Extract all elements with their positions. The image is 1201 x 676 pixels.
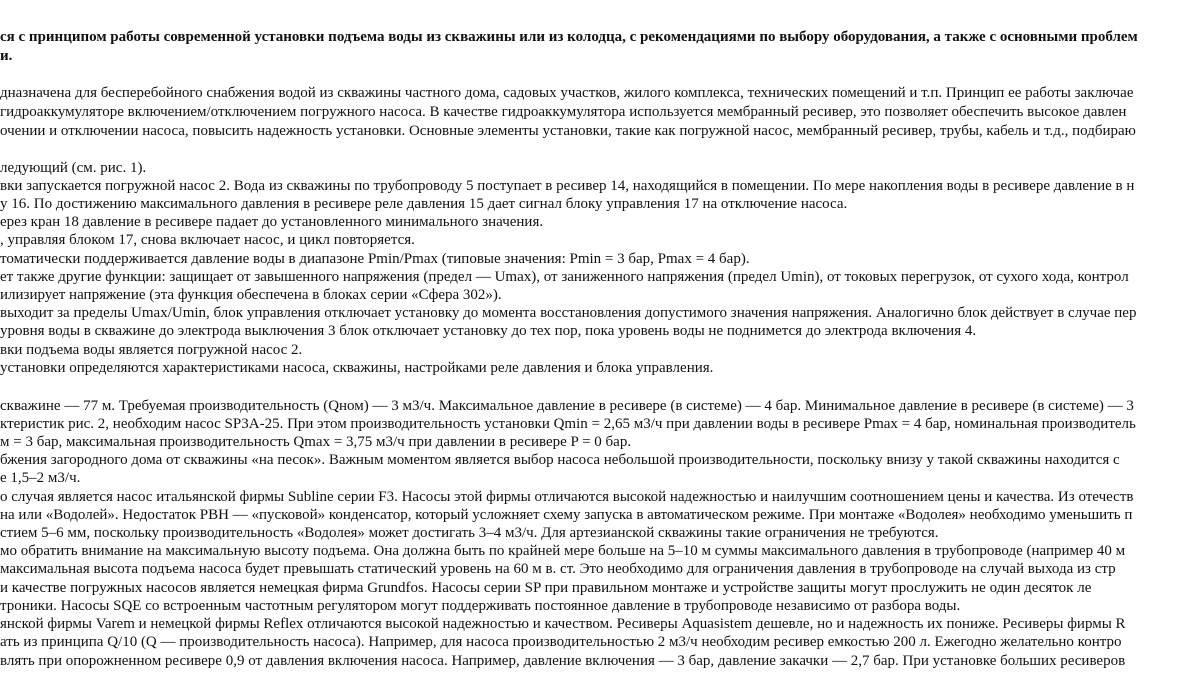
text-line: томатически поддерживается давление воды в диапазоне Pmin/Pmax (типовые значения: Pmin = 3 бар, Pmax = 4 бар). xyxy=(0,251,750,267)
text-line: ктеристик рис. 2, необходим насос SP3A-25. При этом производительность установки Qmin = 2,65 м3/ч при давлении воды в ресивере Pmax = 4 бар, номинальная производитель xyxy=(0,416,1136,432)
text-line: вки подъема воды является погружной насос 2. xyxy=(0,342,303,358)
text-line: скважине — 77 м. Требуемая производительность (Qном) — 3 м3/ч. Максимальное давление в ресивере (в системе) — 4 бар. Минимальное давление в ресивере (в системе) — 3 xyxy=(0,398,1134,414)
text-line: , управляя блоком 17, снова включает насос, и цикл повторяется. xyxy=(0,232,415,248)
text-line: максимальная высота подъема насоса будет превышать статический уровень на 60 м в. ст. Это необходимо для ограничения давления в трубопроводе на случай выхода из стр xyxy=(0,561,1116,577)
heading-line-2: и. xyxy=(0,48,13,64)
text-line: ледующий (см. рис. 1). xyxy=(0,160,147,176)
text-line: и качестве погружных насосов является немецкая фирма Grundfos. Насосы серии SP при правильном монтаже и устройстве защиты могут прослужить не один десяток ле xyxy=(0,580,1092,596)
heading-line-1: ся с принципом работы современной установки подъема воды из скважины или из колодца, с рекомендациями по выбору оборудования, а также с основными проблем xyxy=(0,29,1138,45)
text-line: янской фирмы Varem и немецкой фирмы Reflex отличаются высокой надежностью и качеством. Ресиверы Aquasistem дешевле, но и надежность их пониже. Ресиверы фирмы R xyxy=(0,616,1126,632)
text-line: гидроаккумуляторе включением/отключением погружного насоса. В качестве гидроаккумулятора используется мембранный ресивер, это позволяет обеспечить высокое давлен xyxy=(0,104,1127,120)
text-line: илизирует напряжение (эта функция обеспечена в блоках серии «Сфера 302»). xyxy=(0,287,502,303)
text-line: очении и отключении насоса, повысить надежность установки. Основные элементы установки, такие как погружной насос, мембранный ресивер, трубы, кабель и т.д., подбираю xyxy=(0,123,1136,139)
text-line: е 1,5–2 м3/ч. xyxy=(0,470,81,486)
text-line: ерез кран 18 давление в ресивере падает до установленного минимального значения. xyxy=(0,214,544,230)
text-line: ать из принципа Q/10 (Q — производительность насоса). Например, для насоса производительностью 2 м3/ч необходим ресивер емкостью 200 л. Ежегодно желательно контро xyxy=(0,634,1122,650)
text-line: уровня воды в скважине до электрода выключения 3 блок отключает установку до тех пор, пока уровень воды не поднимется до электрода включения 4. xyxy=(0,323,977,339)
text-line: троники. Насосы SQE со встроенным частотным регулятором могут поддерживать постоянное давление в трубопроводе независимо от разбора воды. xyxy=(0,598,961,614)
text-line: влять при опорожненном ресивере 0,9 от давления включения насоса. Например, давление включения — 3 бар, давление закачки — 2,7 бар. При установке больших ресиверов xyxy=(0,653,1126,669)
text-line: установки определяются характеристиками насоса, скважины, настройками реле давления и блока управления. xyxy=(0,360,714,376)
text-line: на или «Водолей». Недостаток РВН — «пусковой» конденсатор, который усложняет схему запуска в автоматическом режиме. При монтаже «Водолея» необходимо уменьшить п xyxy=(0,507,1133,523)
text-line: бжения загородного дома от скважины «на песок». Важным моментом является выбор насоса небольшой производительности, поскольку внизу у такой скважины находится с xyxy=(0,452,1120,468)
text-line: у 16. По достижению максимального давления в ресивере реле давления 15 дает сигнал блоку управления 17 на отключение насоса. xyxy=(0,196,848,212)
text-line: о случая является насос итальянской фирмы Subline серии F3. Насосы этой фирмы отличаются высокой надежностью и наилучшим соотношением цены и качества. Из отечеств xyxy=(0,489,1134,505)
text-line: стием 5–6 мм, поскольку производительность «Водолея» может достигать 3–4 м3/ч. Для артезианской скважины такие ограничения не требуются. xyxy=(0,525,939,541)
text-line: вки запускается погружной насос 2. Вода из скважины по трубопроводу 5 поступает в ресивер 14, находящийся в помещении. По мере накопления воды в ресивере давление в н xyxy=(0,178,1135,194)
text-line: выходит за пределы Umax/Umin, блок управления отключает установку до момента восстановления допустимого значения напряжения. Аналогично блок действует в случае пер xyxy=(0,305,1137,321)
text-line: дназначена для бесперебойного снабжения водой из скважины частного дома, садовых участков, жилого комплекса, технических помещений и т.п. Принцип ее работы заключае xyxy=(0,85,1134,101)
text-line: м = 3 бар, максимальная производительность Qmax = 3,75 м3/ч при давлении в ресивере P = 0 бар. xyxy=(0,434,632,450)
text-line: мо обратить внимание на максимальную высоту подъема. Она должна быть по крайней мере больше на 5–10 м суммы максимального давления в трубопроводе (например 40 м xyxy=(0,543,1126,559)
text-line: ет также другие функции: защищает от завышенного напряжения (предел — Umax), от заниженного напряжения (предел Umin), от токовых перегрузок, от сухого хода, контрол xyxy=(0,269,1129,285)
